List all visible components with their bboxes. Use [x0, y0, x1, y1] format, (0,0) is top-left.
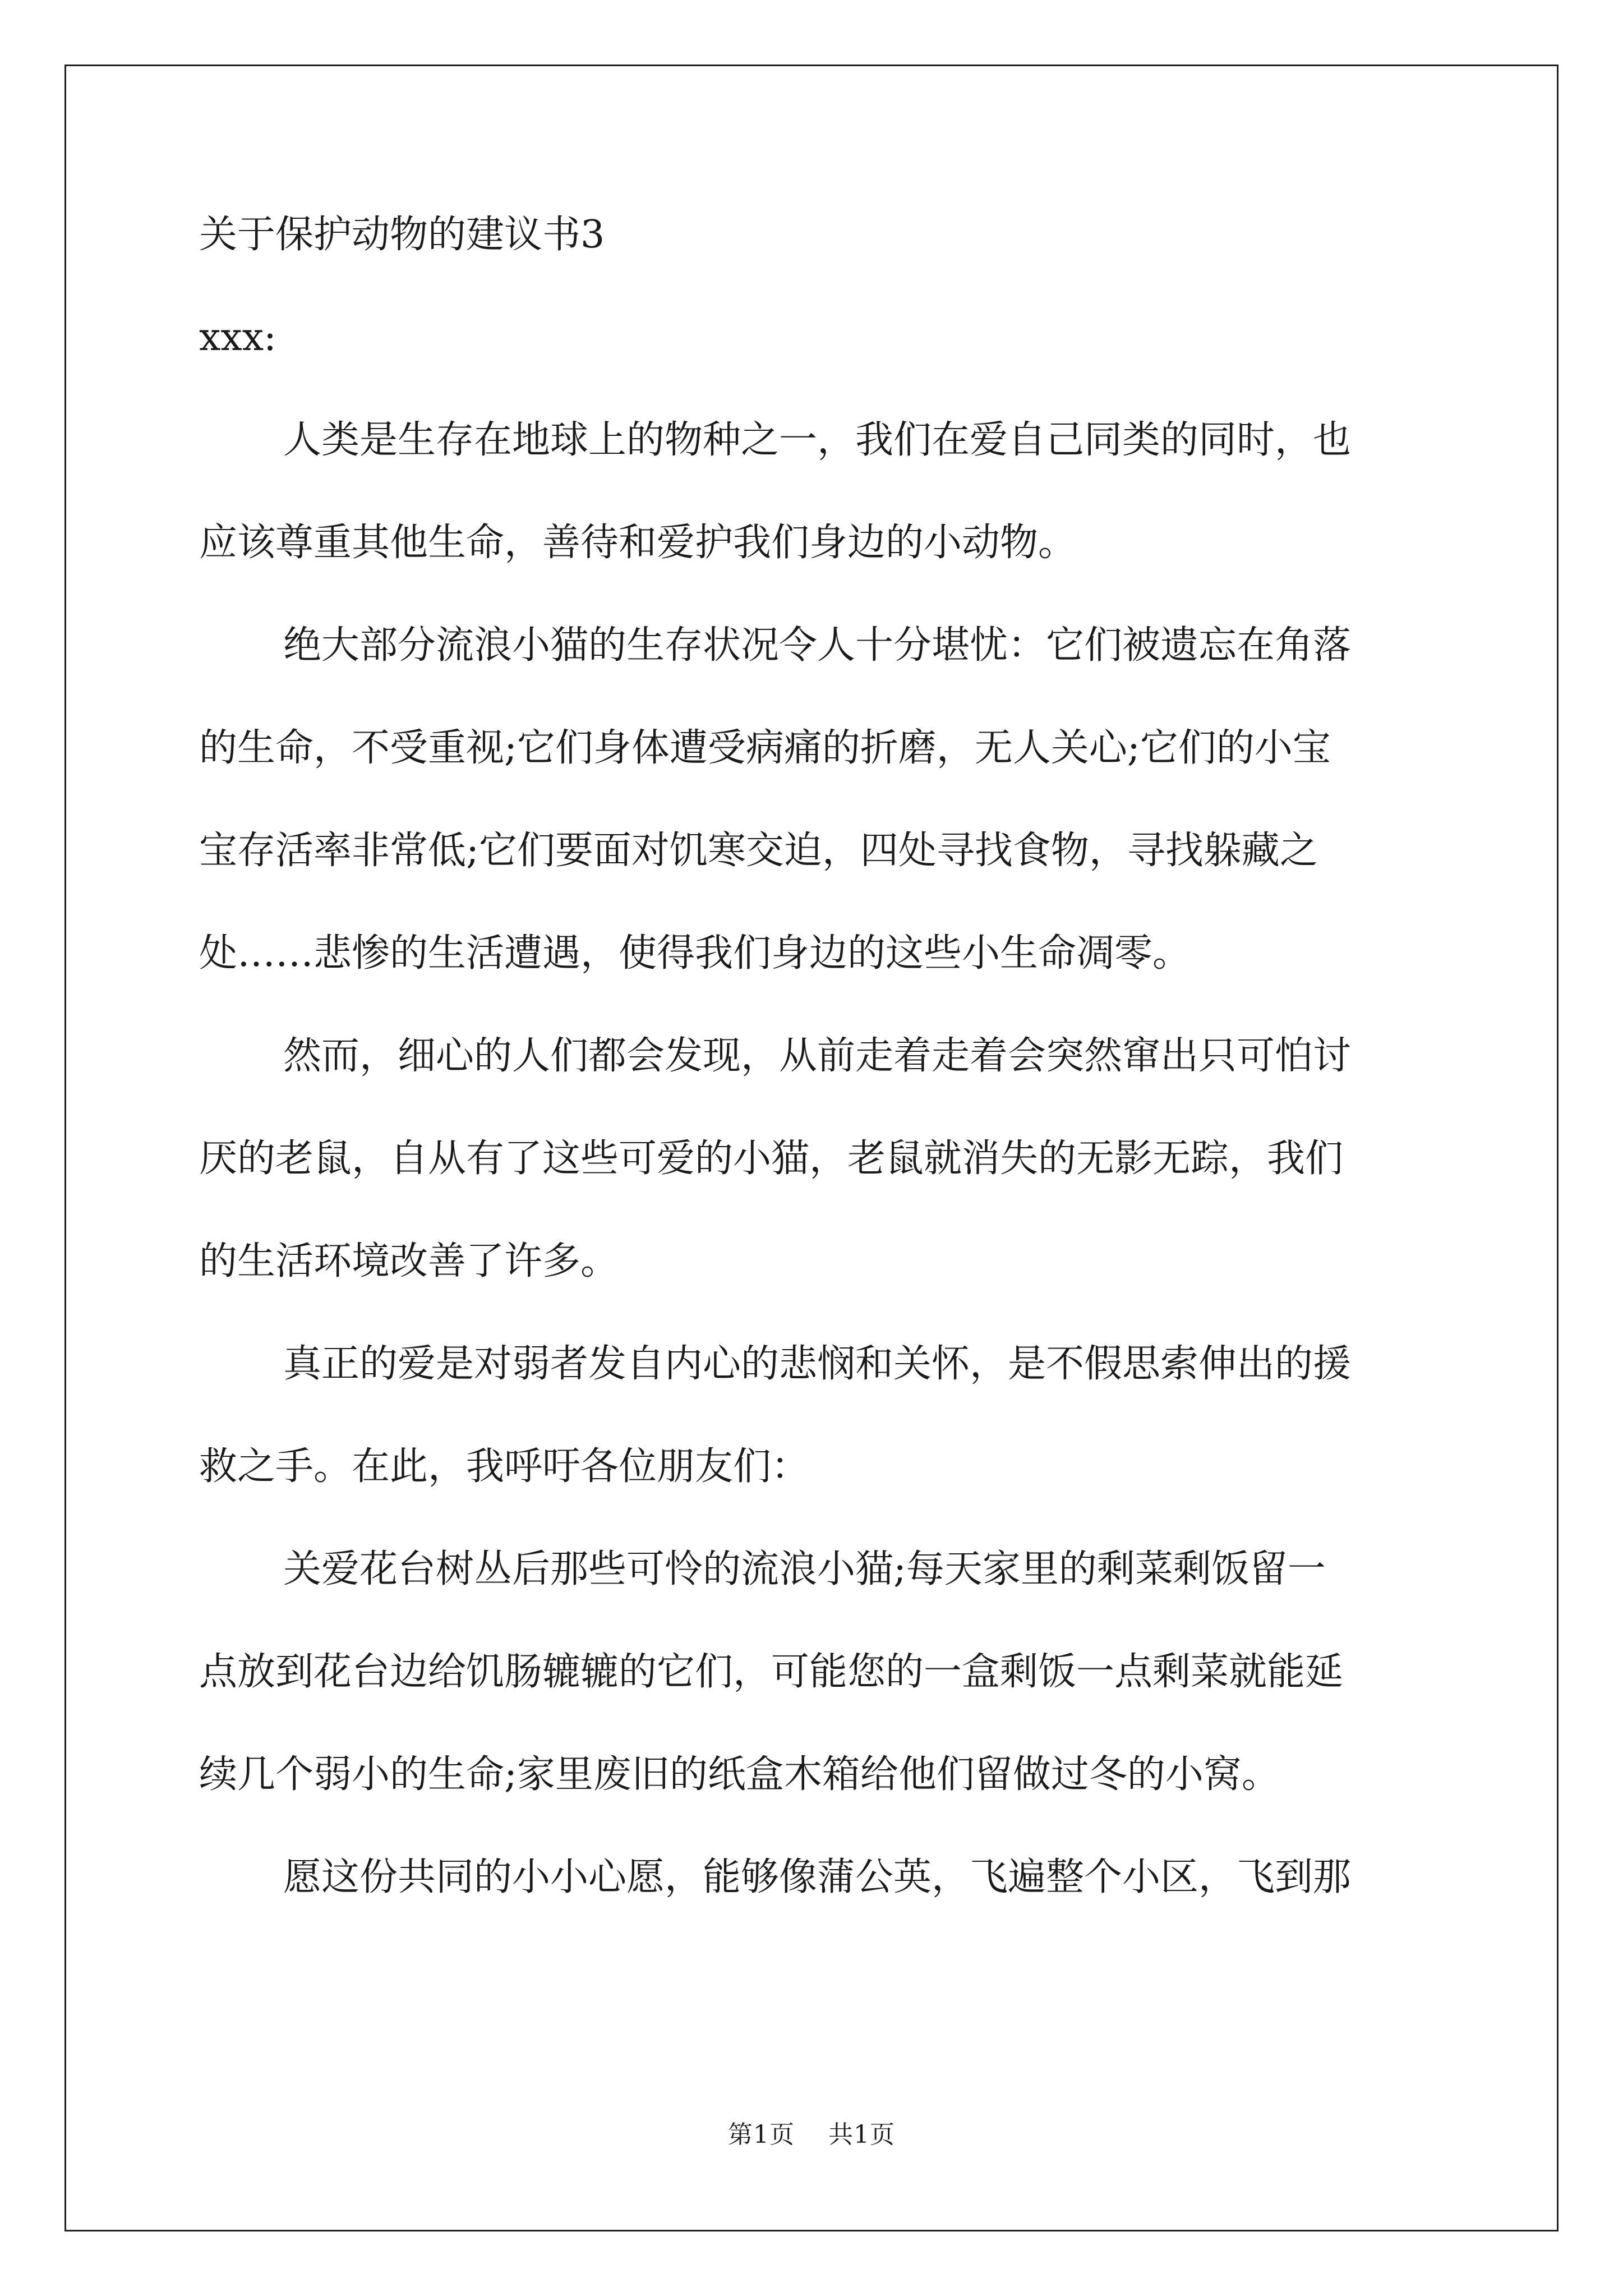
paragraph-line: 宝存活率非常低;它们要面对饥寒交迫，四处寻找食物，寻找躲藏之	[199, 829, 1318, 873]
paragraph-1	[199, 417, 1433, 566]
paragraph-line: 的生活环境改善了许多。	[199, 1239, 619, 1283]
paragraph-line: 关爱花台树丛后那些可怜的流浪小猫;每天家里的剩菜剩饭留一	[283, 1547, 1326, 1591]
paragraph-5	[199, 1547, 1433, 1798]
salutation: xxx:	[199, 315, 276, 360]
paragraph-3	[199, 1033, 1433, 1285]
paragraph-6	[199, 1855, 1433, 1901]
paragraph-line: 救之手。在此，我呼吁各位朋友们：	[199, 1444, 810, 1489]
paragraph-line: 然而，细心的人们都会发现，从前走着走着会突然窜出只可怕讨	[283, 1034, 1352, 1078]
paragraph-line: 厌的老鼠，自从有了这些可爱的小猫，老鼠就消失的无影无踪，我们	[199, 1137, 1344, 1181]
paragraph-line: 的生命，不受重视;它们身体遭受病痛的折磨，无人关心;它们的小宝	[199, 726, 1331, 770]
paragraph-2	[199, 623, 1433, 977]
paragraph-line: 应该尊重其他生命，善待和爱护我们身边的小动物。	[199, 521, 1077, 565]
paragraph-line: 绝大部分流浪小猫的生存状况令人十分堪忧：它们被遗忘在角落	[283, 623, 1352, 668]
paragraph-4	[199, 1341, 1433, 1490]
paragraph-line: 真正的爱是对弱者发自内心的悲悯和关怀，是不假思索伸出的援	[283, 1342, 1352, 1386]
document-title: 关于保护动物的建议书3	[199, 213, 605, 257]
paragraph-line: 点放到花台边给饥肠辘辘的它们，可能您的一盒剩饭一点剩菜就能延	[199, 1650, 1344, 1694]
document-body	[199, 212, 1433, 1901]
page-number: 第1页	[728, 2120, 795, 2149]
paragraph-line: 人类是生存在地球上的物种之一，我们在爱自己同类的同时，也	[283, 418, 1352, 462]
paragraph-line: 愿这份共同的小小心愿，能够像蒲公英，飞遍整个小区，飞到那	[283, 1855, 1352, 1899]
page-total: 共1页	[828, 2120, 895, 2149]
paragraph-line: 续几个弱小的生命;家里废旧的纸盒木箱给他们留做过冬的小窝。	[199, 1752, 1280, 1797]
page-footer	[0, 2120, 1623, 2150]
paragraph-line: 处……悲惨的生活遭遇，使得我们身边的这些小生命凋零。	[199, 931, 1191, 976]
